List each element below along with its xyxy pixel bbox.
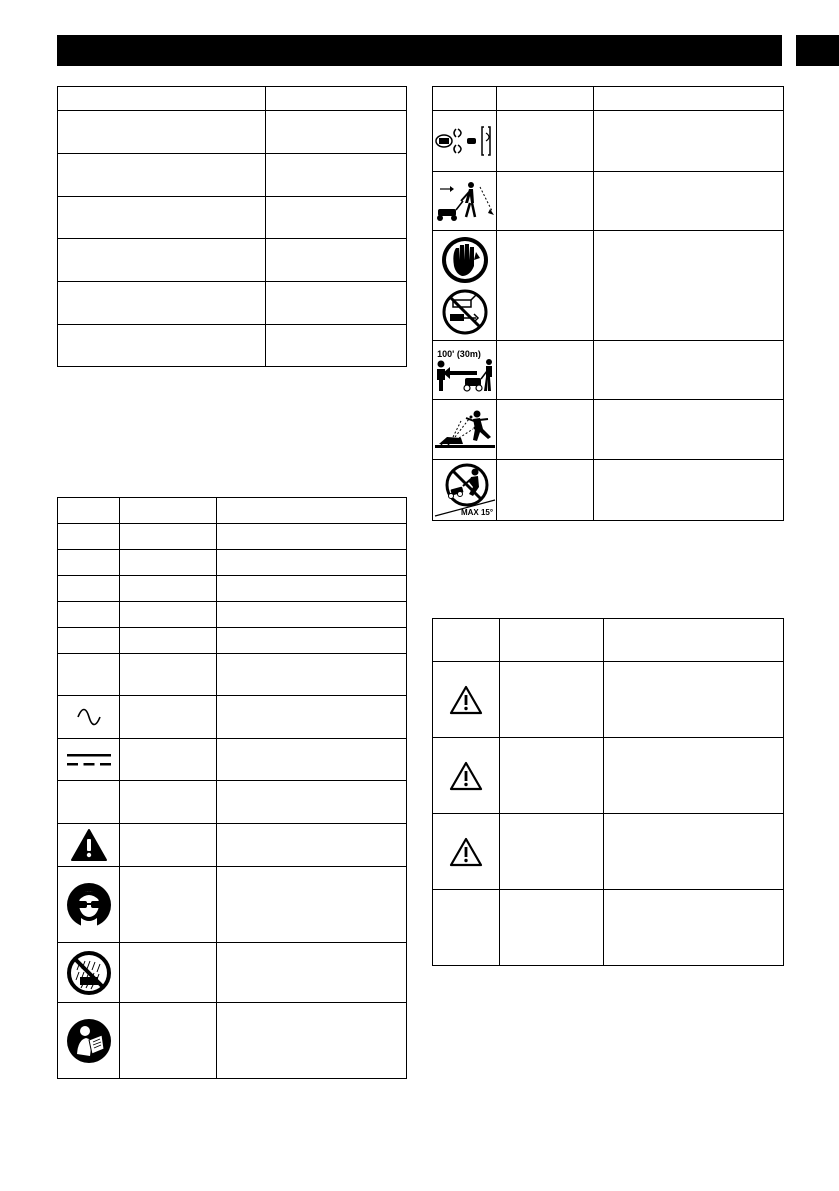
- table-cell: [217, 1003, 407, 1079]
- read-manual-icon: [58, 1003, 120, 1079]
- table-row: [58, 550, 407, 576]
- table-cell: [120, 524, 217, 550]
- table-header-row: [58, 87, 407, 111]
- table-cell: [604, 619, 784, 662]
- table-cell: [594, 111, 784, 172]
- signal-words-table: [432, 618, 784, 966]
- table-row: [58, 197, 407, 239]
- table-cell: [58, 781, 120, 824]
- table-cell: [594, 460, 784, 521]
- table-cell: [58, 87, 266, 111]
- table-row: [58, 325, 407, 367]
- table-cell: [266, 325, 407, 367]
- thrown-objects-icon: [433, 400, 497, 460]
- table-row: [433, 111, 784, 172]
- table-cell: [120, 576, 217, 602]
- table-row: [433, 400, 784, 460]
- table-cell: [120, 498, 217, 524]
- table-cell: [266, 282, 407, 325]
- table-cell: [58, 498, 120, 524]
- table-row: [58, 524, 407, 550]
- table-cell: [58, 239, 266, 282]
- table-cell: [497, 400, 594, 460]
- warning-triangle-icon: [433, 814, 500, 890]
- table-cell: [594, 400, 784, 460]
- table-row: [58, 781, 407, 824]
- remove-safety-key-icon: [433, 111, 497, 172]
- table-cell: [120, 1003, 217, 1079]
- keep-hands-feet-away-icon: [433, 231, 497, 341]
- table-cell: [120, 654, 217, 696]
- keep-bystanders-away-icon: [433, 172, 497, 231]
- table-cell: [120, 867, 217, 943]
- keep-bystanders-100ft-icon: [433, 341, 497, 400]
- table-row: [58, 239, 407, 282]
- table-cell: [58, 524, 120, 550]
- table-row: [58, 576, 407, 602]
- direct-current-icon: [58, 739, 120, 781]
- table-cell: [594, 231, 784, 341]
- specifications-table: [57, 86, 407, 367]
- warning-triangle-icon: [433, 662, 500, 738]
- table-row: [58, 628, 407, 654]
- table-cell: [120, 550, 217, 576]
- table-header-row: [58, 498, 407, 524]
- safety-alert-triangle-icon: [58, 824, 120, 867]
- table-cell: [594, 341, 784, 400]
- table-cell: [266, 111, 407, 154]
- table-cell: [594, 172, 784, 231]
- table-cell: [217, 628, 407, 654]
- distance-label: 100' (30m): [437, 349, 481, 359]
- table-cell: [604, 890, 784, 966]
- table-row: [58, 824, 407, 867]
- table-cell: [120, 824, 217, 867]
- table-cell: [217, 576, 407, 602]
- table-cell: [500, 890, 604, 966]
- table-cell: [500, 662, 604, 738]
- table-cell: [58, 628, 120, 654]
- table-cell: [266, 239, 407, 282]
- table-row: [58, 739, 407, 781]
- table-row: [58, 154, 407, 197]
- table-row: [433, 231, 784, 341]
- table-cell: [497, 231, 594, 341]
- table-row: [433, 341, 784, 400]
- table-cell: [217, 781, 407, 824]
- table-row: [433, 460, 784, 521]
- table-cell: [433, 619, 500, 662]
- table-header-row: [433, 619, 784, 662]
- table-cell: [433, 87, 497, 111]
- max-slope-label: MAX 15°: [460, 508, 494, 517]
- table-cell: [217, 696, 407, 739]
- do-not-expose-to-rain-icon: [58, 943, 120, 1003]
- table-row: [58, 654, 407, 696]
- table-cell: [217, 524, 407, 550]
- table-cell: [217, 739, 407, 781]
- table-cell: [604, 814, 784, 890]
- table-cell: [58, 282, 266, 325]
- table-cell: [217, 867, 407, 943]
- table-row: [58, 943, 407, 1003]
- table-cell: [217, 550, 407, 576]
- table-row: [433, 662, 784, 738]
- table-cell: [604, 738, 784, 814]
- table-cell: [120, 739, 217, 781]
- table-header-row: [433, 87, 784, 111]
- wear-eye-protection-icon: [58, 867, 120, 943]
- table-cell: [58, 325, 266, 367]
- table-cell: [594, 87, 784, 111]
- table-row: [433, 172, 784, 231]
- warning-triangle-icon: [433, 738, 500, 814]
- page-corner-tab: [796, 35, 839, 66]
- table-cell: [58, 154, 266, 197]
- table-cell: [497, 111, 594, 172]
- table-cell: [58, 111, 266, 154]
- table-cell: [500, 738, 604, 814]
- table-cell: [58, 197, 266, 239]
- table-row: [58, 1003, 407, 1079]
- table-cell: [500, 814, 604, 890]
- alternating-current-icon: [58, 696, 120, 739]
- table-cell: [120, 943, 217, 1003]
- table-cell: [217, 824, 407, 867]
- header-bar: [57, 35, 782, 66]
- table-cell: [497, 87, 594, 111]
- table-cell: [58, 654, 120, 696]
- table-cell: [497, 341, 594, 400]
- table-cell: [433, 890, 500, 966]
- table-cell: [497, 460, 594, 521]
- max-slope-icon: [433, 460, 497, 521]
- table-row: [433, 814, 784, 890]
- table-cell: [58, 602, 120, 628]
- table-cell: [604, 662, 784, 738]
- symbols-table: [57, 497, 407, 1079]
- table-cell: [120, 696, 217, 739]
- table-row: [58, 867, 407, 943]
- table-cell: [58, 576, 120, 602]
- table-cell: [217, 498, 407, 524]
- table-cell: [58, 550, 120, 576]
- table-row: [433, 738, 784, 814]
- table-cell: [497, 172, 594, 231]
- table-row: [58, 696, 407, 739]
- table-cell: [266, 87, 407, 111]
- table-cell: [120, 781, 217, 824]
- table-row: [58, 111, 407, 154]
- table-row: [58, 602, 407, 628]
- table-cell: [120, 628, 217, 654]
- table-cell: [217, 602, 407, 628]
- table-cell: [217, 654, 407, 696]
- table-cell: [500, 619, 604, 662]
- warning-labels-table: [432, 86, 784, 521]
- table-cell: [217, 943, 407, 1003]
- table-cell: [266, 197, 407, 239]
- table-row: [58, 282, 407, 325]
- table-cell: [120, 602, 217, 628]
- table-cell: [266, 154, 407, 197]
- table-row: [433, 890, 784, 966]
